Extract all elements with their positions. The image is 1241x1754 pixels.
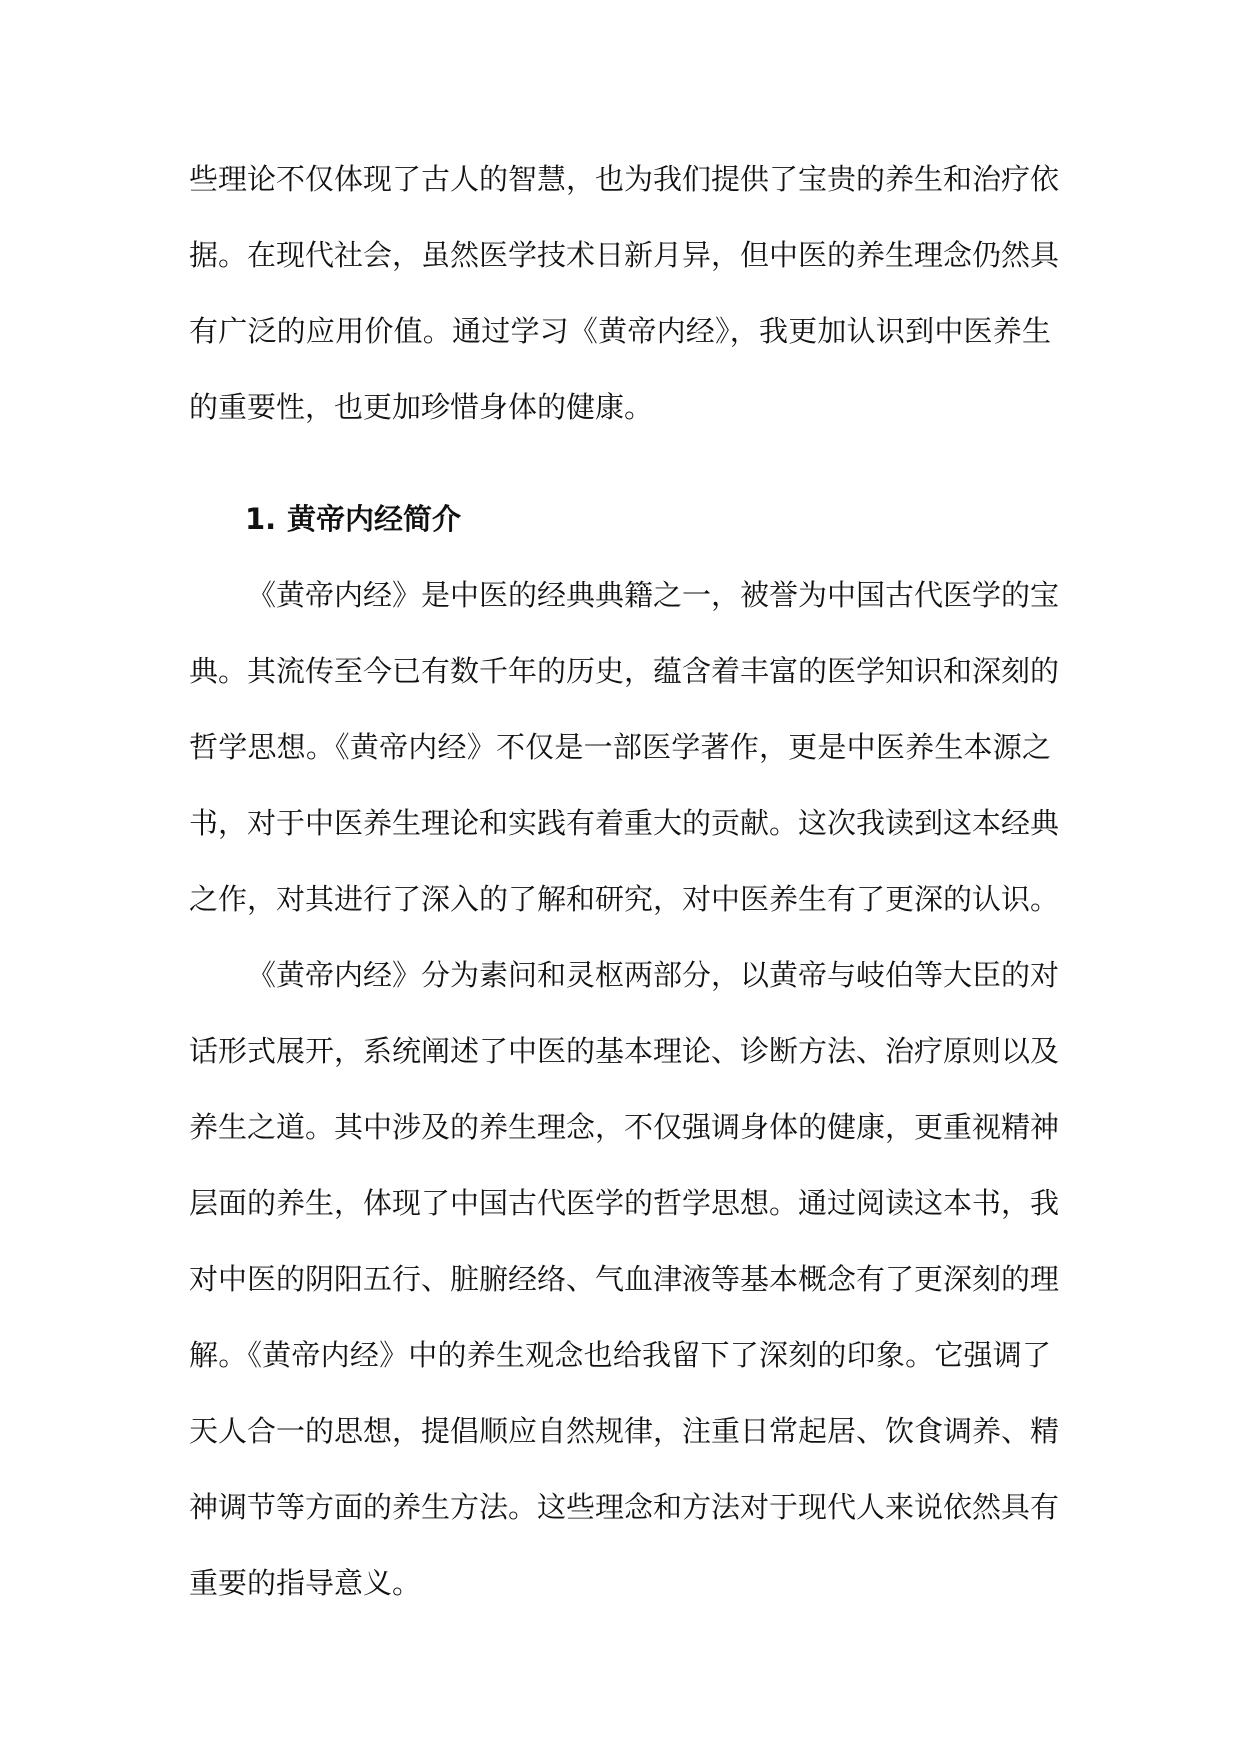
section-number: 1. <box>245 502 277 536</box>
text-line: 《黄帝内经》是中医的经典典籍之一，被誉为中国古代医学的宝 <box>247 578 1060 612</box>
text-line: 哲学思想。《黄帝内经》不仅是一部医学著作，更是中医养生本源之 <box>189 730 1051 764</box>
section-heading <box>189 481 1051 557</box>
section-title: 黄帝内经简介 <box>287 502 462 536</box>
text-line: 话形式展开，系统阐述了中医的基本理论、诊断方法、治疗原则以及 <box>189 1034 1060 1068</box>
text-line: 养生之道。其中涉及的养生理念，不仅强调身体的健康，更重视精神 <box>189 1110 1060 1144</box>
paragraph-structure <box>189 937 1060 1621</box>
intro-paragraph <box>189 141 1060 445</box>
text-line: 些理论不仅体现了古人的智慧，也为我们提供了宝贵的养生和治疗依 <box>189 162 1060 196</box>
text-line: 对中医的阴阳五行、脏腑经络、气血津液等基本概念有了更深刻的理 <box>189 1262 1060 1296</box>
text-line: 有广泛的应用价值。通过学习《黄帝内经》，我更加认识到中医养生 <box>189 314 1051 348</box>
text-line: 之作，对其进行了深入的了解和研究，对中医养生有了更深的认识。 <box>189 882 1060 916</box>
text-line: 神调节等方面的养生方法。这些理念和方法对于现代人来说依然具有 <box>189 1490 1060 1524</box>
text-line: 解。《黄帝内经》中的养生观念也给我留下了深刻的印象。它强调了 <box>189 1338 1051 1372</box>
document-body <box>189 141 1060 1621</box>
text-line: 《黄帝内经》分为素问和灵枢两部分，以黄帝与岐伯等大臣的对 <box>247 958 1060 992</box>
text-line: 典。其流传至今已有数千年的历史，蕴含着丰富的医学知识和深刻的 <box>189 654 1060 688</box>
text-line: 天人合一的思想，提倡顺应自然规律，注重日常起居、饮食调养、精 <box>189 1414 1060 1448</box>
text-line: 书，对于中医养生理论和实践有着重大的贡献。这次我读到这本经典 <box>189 806 1060 840</box>
text-line: 据。在现代社会，虽然医学技术日新月异，但中医的养生理念仍然具 <box>189 238 1060 272</box>
paragraph-introduction <box>189 557 1060 937</box>
text-line: 重要的指导意义。 <box>189 1566 422 1600</box>
text-line: 层面的养生，体现了中国古代医学的哲学思想。通过阅读这本书，我 <box>189 1186 1060 1220</box>
text-line: 的重要性，也更加珍惜身体的健康。 <box>189 390 654 424</box>
